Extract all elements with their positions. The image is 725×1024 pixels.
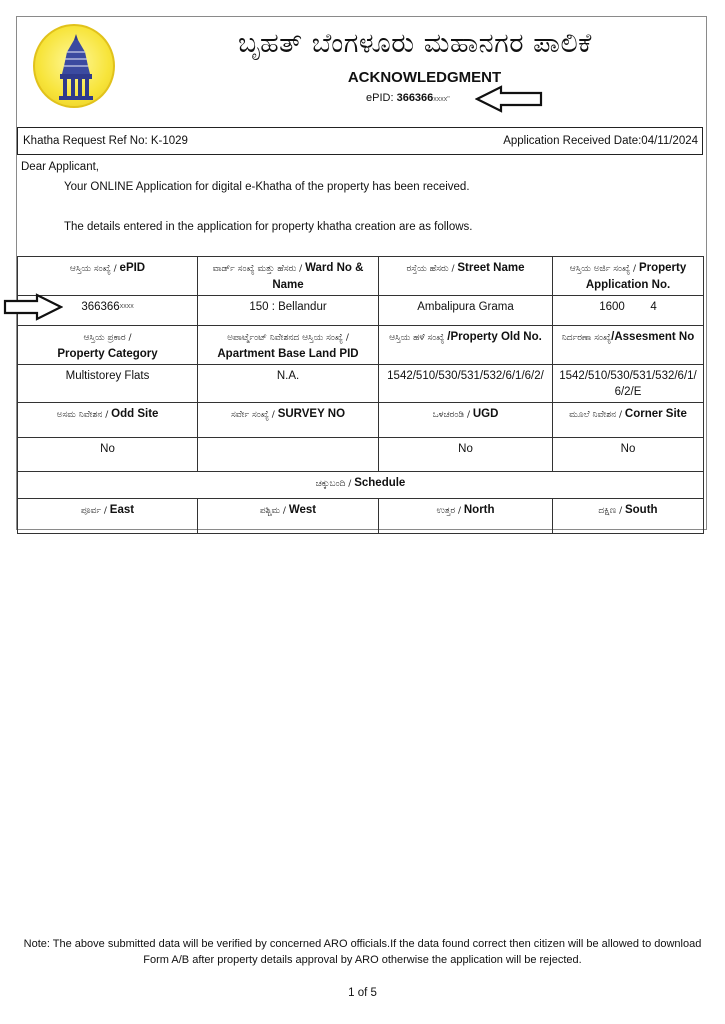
header-ugd: ಒಳಚರಂಡಿ / UGD	[379, 403, 553, 438]
cell-ugd: No	[379, 438, 553, 472]
application-received-date: Application Received Date:04/11/2024	[503, 135, 698, 147]
header-ward: ವಾರ್ಡ್ ಸಂಖ್ಯೆ ಮತ್ತು ಹೆಸರು / Ward No & Name	[198, 257, 379, 296]
reference-bar	[17, 127, 703, 155]
header-south: ದಕ್ಷಿಣ / South	[553, 499, 704, 534]
org-name-kannada: ಬೃಹತ್ ಬೆಂಗಳೂರು ಮಹಾನಗರ ಪಾಲಿಕೆ	[238, 28, 592, 59]
page-title: ACKNOWLEDGMENT	[347, 69, 502, 86]
header-west: ಪಶ್ಚಿಮ / West	[198, 499, 379, 534]
table-header-row	[18, 403, 704, 438]
header-old-no: ಆಸ್ತಿಯ ಹಳೆ ಸಂಖ್ಯೆ /Property Old No.	[379, 326, 553, 365]
table-row	[18, 296, 704, 326]
epid-line: ePID: 366366xxxx"	[366, 92, 450, 104]
header-corner-site: ಮೂಲೆ ನಿವೇಶನ / Corner Site	[553, 403, 704, 438]
arrow-left-icon	[475, 85, 543, 113]
cell-application-no: 1600 4	[553, 296, 704, 326]
cell-odd-site: No	[18, 438, 198, 472]
header-odd-site: ಅಸಮ ನಿವೇಶನ / Odd Site	[18, 403, 198, 438]
header-application-no: ಆಸ್ತಿಯ ಅರ್ಜಿ ಸಂಖ್ಯೆ / Property Application No.	[553, 257, 704, 296]
epid-label: ePID:	[366, 92, 394, 104]
header-east: ಪೂರ್ವ / East	[18, 499, 198, 534]
cell-corner-site: No	[553, 438, 704, 472]
temple-icon	[54, 32, 98, 104]
header-street: ರಸ್ತೆಯ ಹೆಸರು / Street Name	[379, 257, 553, 296]
header-north: ಉತ್ತರ / North	[379, 499, 553, 534]
received-message: Your ONLINE Application for digital e-Khatha of the property has been received.	[64, 181, 470, 193]
epid-mask: xxxx	[433, 96, 448, 103]
header-schedule: ಚಕ್ಕುಬಂದಿ / Schedule	[18, 472, 704, 499]
khatha-request-ref: Khatha Request Ref No: K-1029	[23, 135, 188, 147]
cell-property-category: Multistorey Flats	[18, 365, 198, 403]
header-epid: ಆಸ್ತಿಯ ಸಂಖ್ಯೆ / ePID	[18, 257, 198, 296]
cell-assessment-no: 1542/510/530/531/532/6/1/ 6/2/E	[553, 365, 704, 403]
bbmp-logo	[33, 24, 115, 108]
cell-street: Ambalipura Grama	[379, 296, 553, 326]
header-property-category: ಆಸ್ತಿಯ ಪ್ರಕಾರ / Property Category	[18, 326, 198, 365]
cell-base-land-pid: N.A.	[198, 365, 379, 403]
header-survey-no: ಸರ್ವೇ ಸಂಖ್ಯೆ / SURVEY NO	[198, 403, 379, 438]
cell-ward: 150 : Bellandur	[198, 296, 379, 326]
table-header-row	[18, 257, 704, 296]
schedule-row	[18, 472, 704, 499]
arrow-right-icon	[3, 293, 63, 321]
cell-epid: 366366$^{xxxx}$	[18, 296, 198, 326]
header-assessment-no: ನಿರ್ದರಣಾ ಸಂಖ್ಯೆ/Assesment No	[553, 326, 704, 365]
header-base-land-pid: ಅಪಾರ್ಟ್ಮೆಂಟ್ ನಿವೇಶನದ ಆಸ್ತಿಯ ಸಂಖ್ಯೆ / Apartment Base Land PID	[198, 326, 379, 365]
table-row	[18, 365, 704, 403]
page-number: 1 of 5	[348, 987, 377, 999]
property-details-table	[17, 256, 704, 534]
epid-value: 366366	[396, 92, 434, 104]
document-header	[16, 16, 707, 121]
cell-survey-no	[198, 438, 379, 472]
verification-note: Note: The above submitted data will be verified by concerned ARO officials.If the data found correct then citizen will be allowed to download Form A/B after property details approval by ARO otherwise the application will be rejected.	[23, 938, 702, 966]
details-intro: The details entered in the application for property khatha creation are as follows.	[64, 221, 473, 233]
cell-old-no: 1542/510/530/531/532/6/1/6/2/	[379, 365, 553, 403]
schedule-header-row	[18, 499, 704, 534]
table-row	[18, 438, 704, 472]
table-header-row	[18, 326, 704, 365]
greeting: Dear Applicant,	[21, 161, 99, 173]
